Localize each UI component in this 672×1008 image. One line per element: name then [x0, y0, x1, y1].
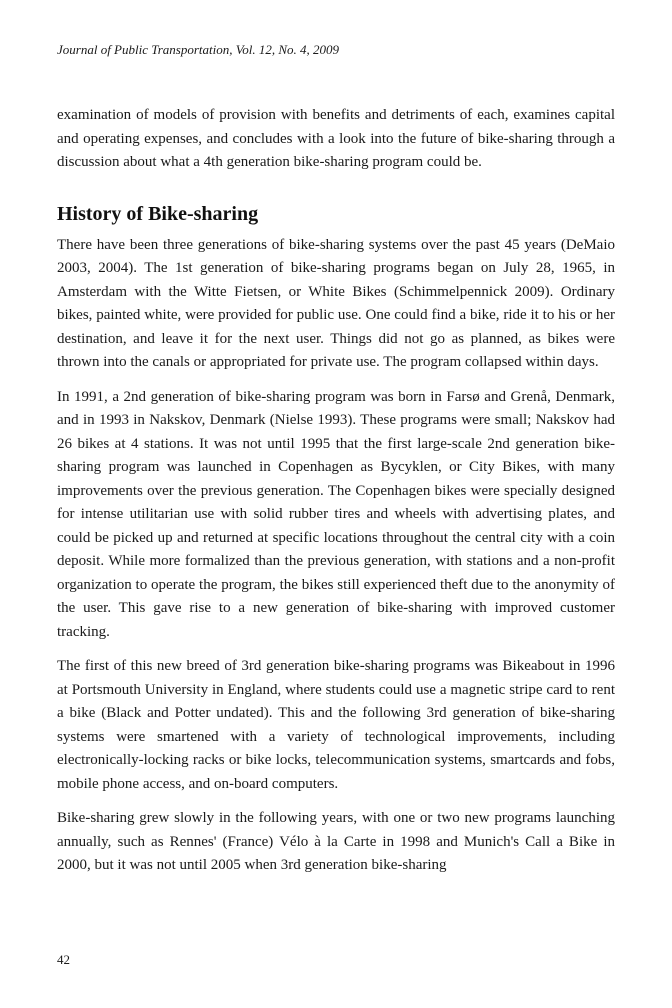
paragraph-1: There have been three generations of bike-sharing systems over the past 45 years (DeMaio 2003, 2004). The 1st generation of bike-sharing programs began on July 28, 1965, in Amsterdam with the Witte Fietsen, or White Bikes (Schimmelpennick 2009). Ordinary bikes, painted white, were provided for public use. One could find a bike, ride it to his or her destination, and leave it for the next user. Things did not go as planned, as bikes were thrown into the canals or appropriated for private use. The program collapsed within days. [57, 236, 615, 370]
journal-header: Journal of Public Transportation, Vol. 12, No. 4, 2009 [57, 42, 340, 57]
paragraph-3: The first of this new breed of 3rd generation bike-sharing programs was Bikeabout in 1996 at Portsmouth University in England, where students could use a magnetic stripe card to rent a bike (Black and Potter undated). This and the following 3rd generation of bike-sharing systems were smartened with a variety of technological improvements, including electronically-locking racks or bike locks, telecommunication systems, smartcards and fobs, mobile phone access, and on-board computers. [57, 658, 615, 792]
section-heading: History of Bike-sharing [57, 202, 259, 225]
paragraph-4: Bike-sharing grew slowly in the following years, with one or two new programs launching annually, such as Rennes' (France) Vélo à la Carte in 1998 and Munich's Call a Bike in 2000, but it was not until 2005 when 3rd generation bike-sharing [57, 810, 615, 873]
paragraph-2: In 1991, a 2nd generation of bike-sharing program was born in Farsø and Grenå, Denmark, and in 1993 in Nakskov, Denmark (Nielse 1993). These programs were small; Nakskov had 26 bikes at 4 stations. It was not until 1995 that the first large-scale 2nd generation bike-sharing program was launched in Copenhagen as Bycyklen, or City Bikes, with many improvements over the previous generation. The Copenhagen bikes were specially designed for intense utilitarian use with solid rubber tires and wheels with advertising plates, and could be picked up and returned at specific locations throughout the central city with a coin deposit. While more formalized than the previous generation, with stations and a non-profit organization to operate the program, the bikes still experienced theft due to the anonymity of the user. This gave rise to a new generation of bike-sharing with improved customer tracking. [57, 388, 615, 640]
intro-paragraph: examination of models of provision with benefits and detriments of each, examines capital and operating expenses, and concludes with a look into the future of bike-sharing through a discussion about what a 4th generation bike-sharing program could be. [57, 107, 615, 170]
page-number: 42 [57, 952, 70, 967]
